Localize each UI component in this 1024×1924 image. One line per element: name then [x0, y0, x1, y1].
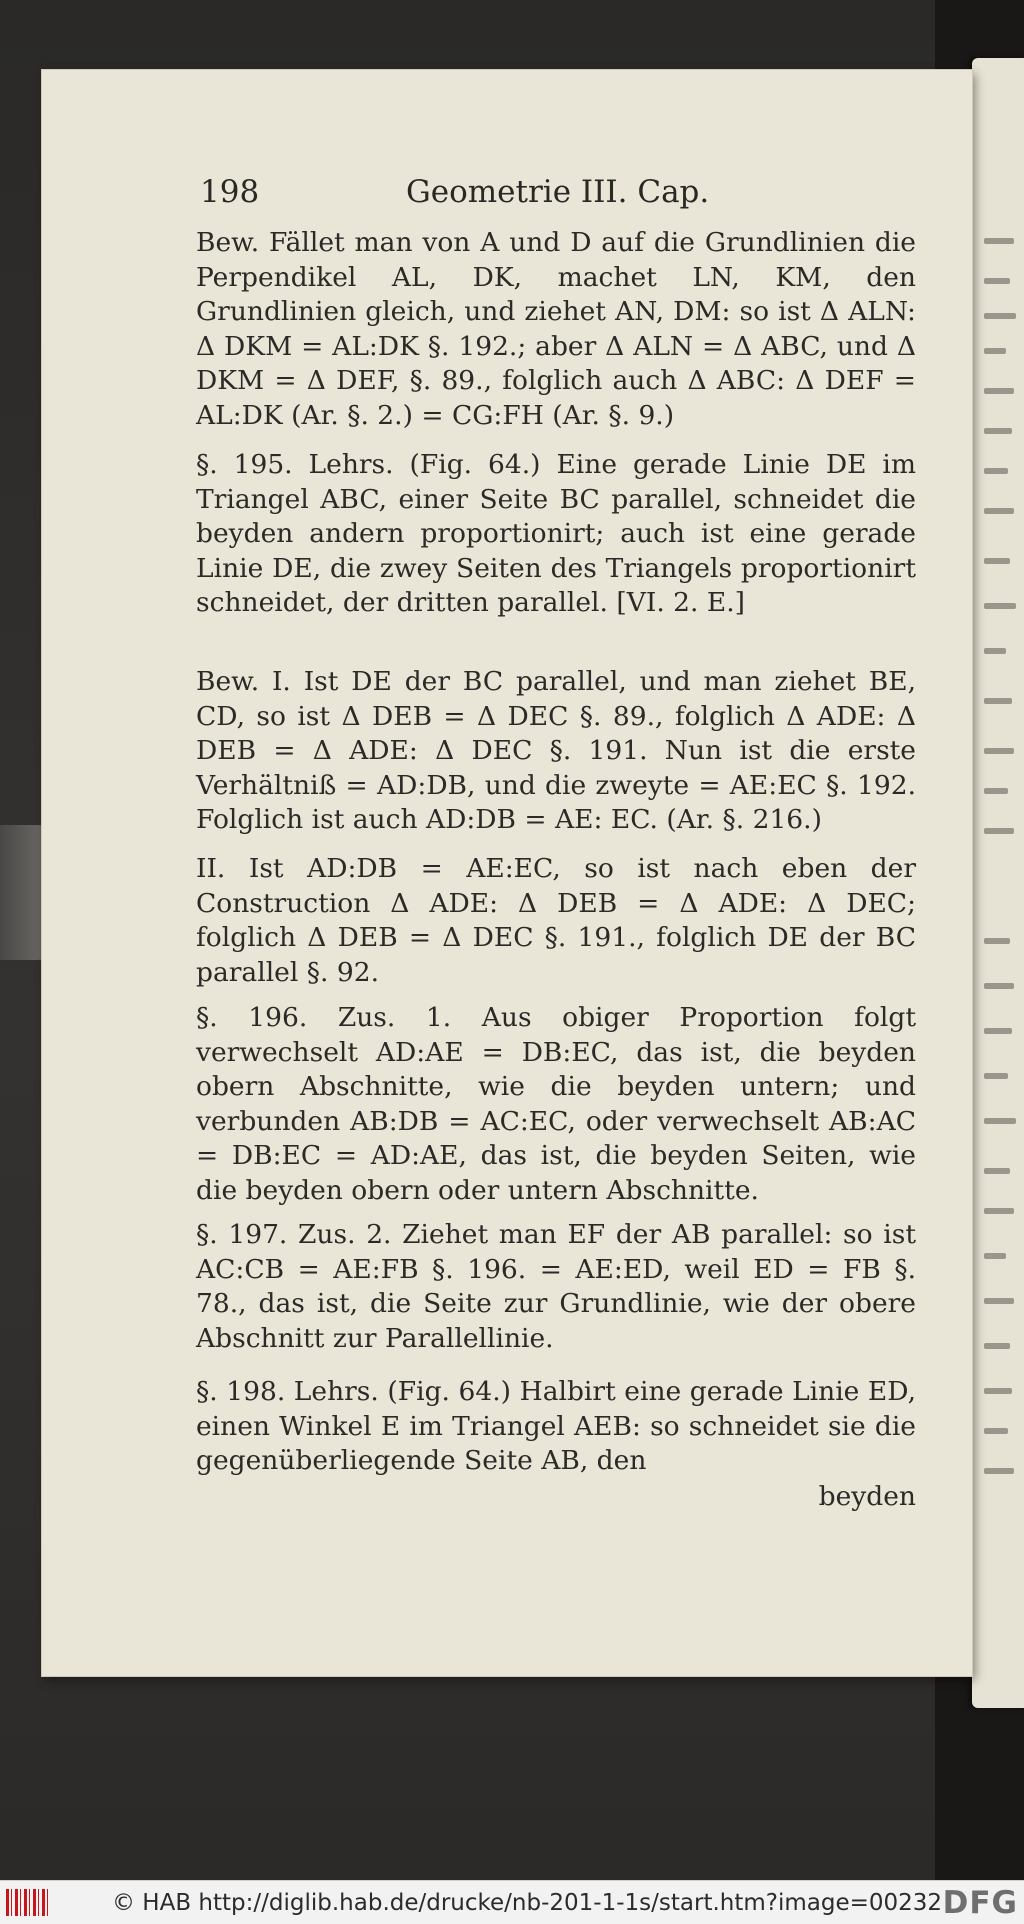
dfg-logo: DFG — [942, 1885, 1018, 1921]
barcode-icon — [6, 1889, 50, 1916]
catchword: beyden — [818, 1481, 916, 1512]
adjacent-page-edge — [972, 58, 1024, 1708]
page-number: 198 — [200, 174, 260, 210]
paragraph-corollary-196: §. 196. Zus. 1. Aus obiger Proportion folgt verwechselt AD:AE = DB:EC, das ist, die beyden obern Abschnitte, wie die beyden untern; und verbunden AB:DB = AC:EC, oder verwechselt AB:AC = DB:EC = AD:AE, das ist, die beyden Seiten, wie die beyden obern oder untern Abschnitte. — [196, 1002, 916, 1206]
viewer-footer — [0, 1880, 1024, 1924]
paragraph-proof-195-part1: Bew. I. Ist DE der BC parallel, und man ziehet BE, CD, so ist Δ DEB = Δ DEC §. 89., folglich Δ ADE: Δ DEB = Δ ADE: Δ DEC §. 191. Nun ist die erste Verhältniß = AD:DB, und die zweyte = AE:EC §. 192. Folglich ist auch AD:DB = AE: EC. (Ar. §. 216.) — [196, 666, 916, 835]
paragraph-corollary-197: §. 197. Zus. 2. Ziehet man EF der AB parallel: so ist AC:CB = AE:FB §. 196. = AE:ED, weil ED = FB §. 78., das ist, die Seite zur Grundlinie, wie der obere Abschnitt zur Parallellinie. — [196, 1219, 916, 1354]
copyright-link[interactable]: © HAB http://diglib.hab.de/drucke/nb-201-1-1s/start.htm?image=00232 — [112, 1890, 943, 1916]
running-head: Geometrie III. Cap. — [406, 174, 710, 210]
page-header — [196, 168, 916, 218]
paragraph-theorem-198: §. 198. Lehrs. (Fig. 64.) Halbirt eine gerade Linie ED, einen Winkel E im Triangel AEB: so schneidet sie die gegenüberliegende Seite AB, den — [196, 1376, 916, 1476]
paragraph-theorem-195: §. 195. Lehrs. (Fig. 64.) Eine gerade Linie DE im Triangel ABC, einer Seite BC parallel, schneidet die beyden andern proportionirt; auch ist eine gerade Linie DE, die zwey Seiten des Triangels proportionirt schneidet, der dritten parallel. [VI. 2. E.] — [196, 449, 916, 618]
paragraph-proof-194: Bew. Fället man von A und D auf die Grundlinien die Perpendikel AL, DK, machet LN, KM, den Grundlinien gleich, und ziehet AN, DM: so ist Δ ALN: Δ DKM = AL:DK §. 192.; aber Δ ALN = Δ ABC, und Δ DKM = Δ DEF, §. 89., folglich auch Δ ABC: Δ DEF = AL:DK (Ar. §. 2.) = CG:FH (Ar. §. 9.) — [196, 227, 916, 431]
paragraph-proof-195-part2: II. Ist AD:DB = AE:EC, so ist nach eben der Construction Δ ADE: Δ DEB = Δ ADE: Δ DEC; folglich Δ DEB = Δ DEC §. 191., folglich DE der BC parallel §. 92. — [196, 853, 916, 988]
